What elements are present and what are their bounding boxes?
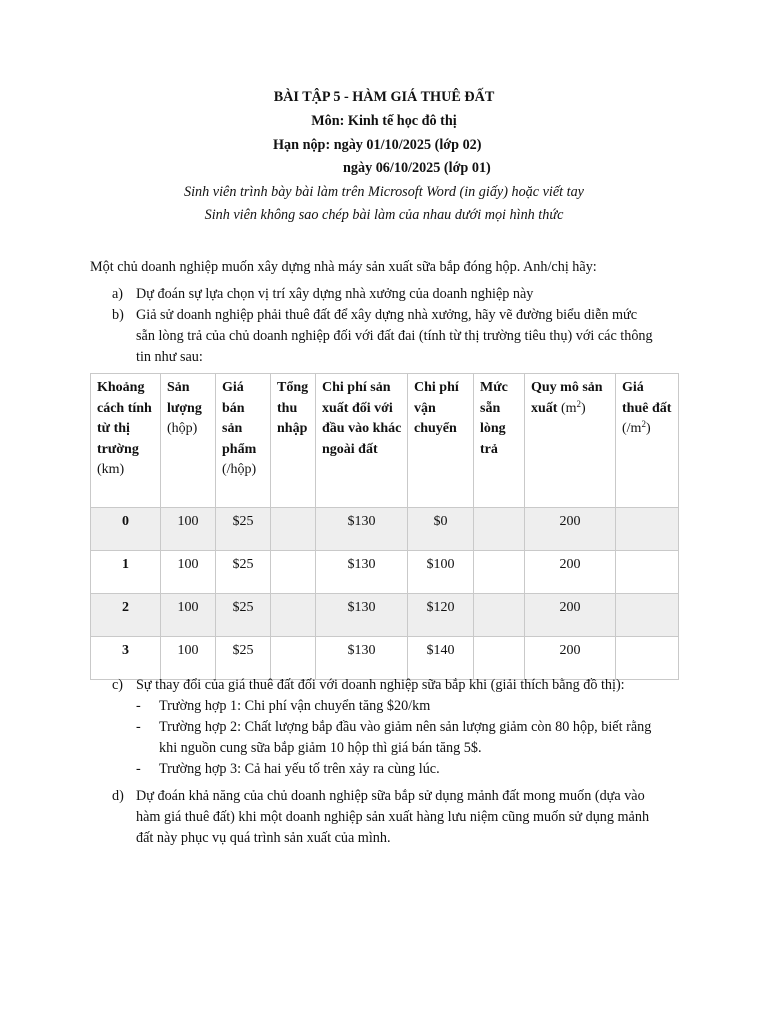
table-row: [91, 508, 679, 551]
cell-output: 100: [161, 594, 216, 637]
item-b-line-1: Giả sử doanh nghiệp phải thuê đất để xây dựng nhà xưởng, hãy vẽ đường biểu diễn mức: [136, 307, 638, 323]
item-a-text: Dự đoán sự lựa chọn vị trí xây dựng nhà xưởng của doanh nghiệp này: [136, 286, 534, 302]
cell-distance: 0: [91, 508, 161, 551]
cell-production-scale: 200: [525, 637, 616, 680]
item-b-marker: b): [112, 307, 124, 323]
cell-price: $25: [216, 637, 271, 680]
assignment-title: BÀI TẬP 5 - HÀM GIÁ THUÊ ĐẤT: [273, 89, 495, 105]
intro-paragraph: Một chủ doanh nghiệp muốn xây dựng nhà máy sản xuất sữa bắp đóng hộp. Anh/chị hãy:: [90, 259, 597, 275]
header-land-rent: Giá thuê đất $(/m^2)$: [616, 374, 679, 508]
cell-input-cost: $130: [316, 551, 408, 594]
item-a-marker: a): [112, 286, 124, 302]
cell-output: 100: [161, 508, 216, 551]
instruction-note-1: Sinh viên trình bày bài làm trên Microsoft Word (in giấy) hoặc viết tay: [184, 184, 584, 200]
cell-revenue: [271, 594, 316, 637]
cell-willingness-to-pay: [474, 551, 525, 594]
bullet-dash: -: [136, 761, 141, 777]
deadline-line-1: Hạn nộp: ngày 01/10/2025 (lớp 02): [273, 137, 482, 153]
cell-input-cost: $130: [316, 594, 408, 637]
bullet-dash: -: [136, 719, 141, 735]
item-c-text: Sự thay đổi của giá thuê đất đối với doanh nghiệp sữa bắp khi (giải thích bằng đồ thị):: [136, 677, 625, 693]
cell-revenue: [271, 551, 316, 594]
subject-line: Môn: Kinh tế học đô thị: [311, 113, 457, 129]
cell-output: 100: [161, 551, 216, 594]
cell-production-scale: 200: [525, 508, 616, 551]
bullet-dash: -: [136, 698, 141, 714]
table-header-row: [91, 374, 679, 508]
cell-distance: 2: [91, 594, 161, 637]
cell-price: $25: [216, 551, 271, 594]
item-c-case-2-line-1: Trường hợp 2: Chất lượng bắp đầu vào giảm nên sản lượng giảm còn 80 hộp, biết rằng: [159, 719, 652, 735]
cell-output: 100: [161, 637, 216, 680]
land-rent-table: [90, 373, 679, 680]
cell-land-rent: [616, 637, 679, 680]
header-output: Sản lượng (hộp): [161, 374, 216, 508]
cell-transport-cost: $0: [408, 508, 474, 551]
cell-price: $25: [216, 594, 271, 637]
item-b-line-3: tin như sau:: [136, 349, 203, 365]
deadline-line-2: ngày 06/10/2025 (lớp 01): [343, 160, 491, 176]
cell-price: $25: [216, 508, 271, 551]
item-b-line-2: sẵn lòng trả của chủ doanh nghiệp đối với đất đai (tính từ thị trường tiêu thụ) với các thông: [136, 328, 653, 344]
item-d-marker: d): [112, 788, 124, 804]
item-c-marker: c): [112, 677, 124, 693]
header-distance: Khoảng cách tính từ thị trường (km): [91, 374, 161, 508]
header-transport-cost: Chi phí vận chuyển: [408, 374, 474, 508]
cell-distance: 1: [91, 551, 161, 594]
table-row: [91, 637, 679, 680]
table-row: [91, 551, 679, 594]
cell-production-scale: 200: [525, 551, 616, 594]
cell-land-rent: [616, 508, 679, 551]
cell-willingness-to-pay: [474, 637, 525, 680]
cell-willingness-to-pay: [474, 594, 525, 637]
item-d-line-1: Dự đoán khả năng của chủ doanh nghiệp sữa bắp sử dụng mảnh đất mong muốn (dựa vào: [136, 788, 645, 804]
item-c-case-1: Trường hợp 1: Chi phí vận chuyển tăng $20/km: [159, 698, 431, 714]
header-revenue: Tổng thu nhập: [271, 374, 316, 508]
item-d-line-3: đất này phục vụ quá trình sản xuất của mình.: [136, 830, 391, 846]
item-c-case-3: Trường hợp 3: Cả hai yếu tố trên xảy ra cùng lúc.: [159, 761, 440, 777]
header-production-scale: Quy mô sản xuất $(m^2)$: [525, 374, 616, 508]
cell-transport-cost: $120: [408, 594, 474, 637]
cell-transport-cost: $100: [408, 551, 474, 594]
cell-land-rent: [616, 551, 679, 594]
cell-willingness-to-pay: [474, 508, 525, 551]
item-d-line-2: hàm giá thuê đất) khi một doanh nghiệp sản xuất hàng lưu niệm cũng muốn sử dụng mảnh: [136, 809, 650, 825]
header-willingness-to-pay: Mức sẵn lòng trả: [474, 374, 525, 508]
cell-input-cost: $130: [316, 637, 408, 680]
cell-transport-cost: $140: [408, 637, 474, 680]
cell-revenue: [271, 637, 316, 680]
header-price: Giá bán sản phẩm (/hộp): [216, 374, 271, 508]
instruction-note-2: Sinh viên không sao chép bài làm của nhau dưới mọi hình thức: [204, 207, 564, 223]
cell-input-cost: $130: [316, 508, 408, 551]
header-input-cost: Chi phí sản xuất đối với đầu vào khác ngoài đất: [316, 374, 408, 508]
table-row: [91, 594, 679, 637]
cell-distance: 3: [91, 637, 161, 680]
item-c-case-2-line-2: khi nguồn cung sữa bắp giảm 10 hộp thì giá bán tăng 5$.: [159, 740, 482, 756]
cell-land-rent: [616, 594, 679, 637]
cell-production-scale: 200: [525, 594, 616, 637]
cell-revenue: [271, 508, 316, 551]
